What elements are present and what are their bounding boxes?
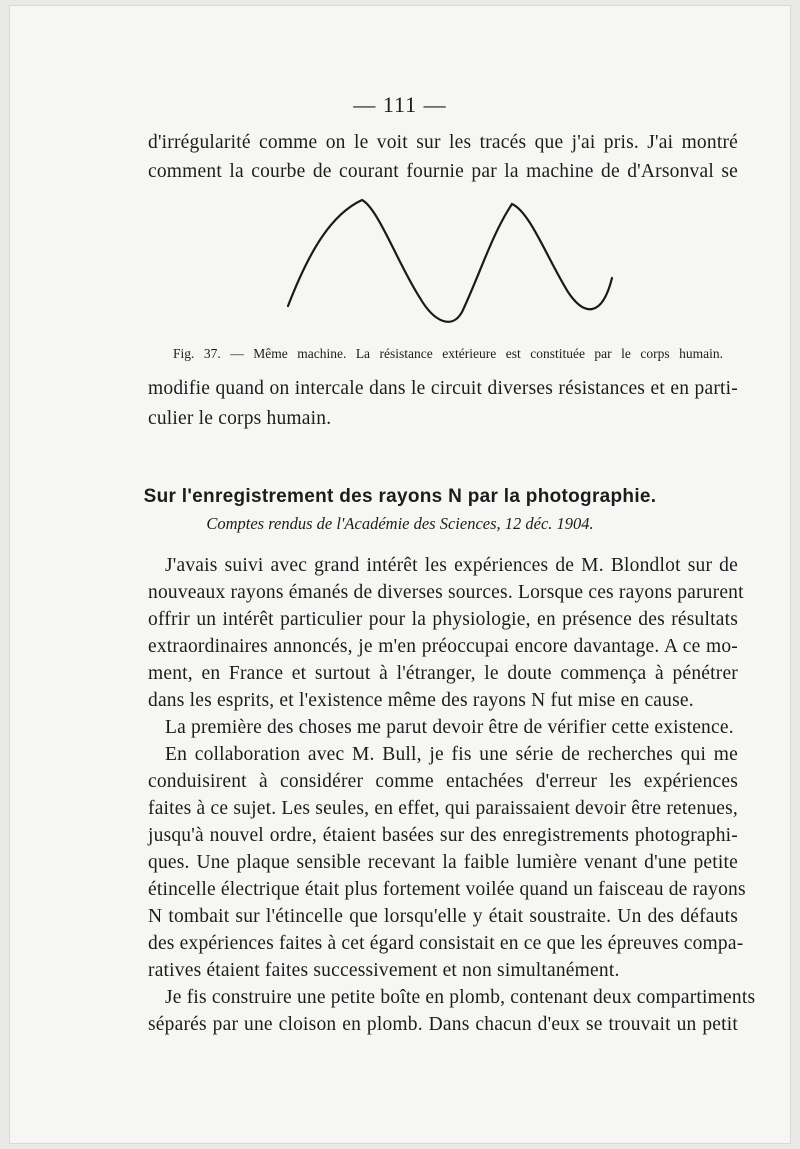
page-number: — 111 — [353, 92, 447, 117]
text-line: J'avais suivi avec grand intérêt les expériences de M. Blondlot sur de [165, 555, 738, 576]
text-line: dans les esprits, et l'existence même des rayons N fut mise en cause. [148, 690, 694, 711]
text-line: offrir un intérêt particulier pour la physiologie, en présence des résultats [148, 609, 738, 630]
text-line: faites à ce sujet. Les seules, en effet, qui paraissaient devoir être retenues, [148, 798, 738, 819]
text-line: ment, en France et surtout à l'étranger, le doute commença à pénétrer [148, 663, 738, 684]
text-line: conduisirent à considérer comme entachées d'erreur les expériences [148, 771, 738, 792]
text-line: ques. Une plaque sensible recevant la faible lumière venant d'une petite [148, 852, 738, 873]
figure-caption: Fig. 37. — Même machine. La résistance extérieure est constituée par le corps humain. [173, 346, 723, 361]
text-line: ratives étaient faites successivement et non simultanément. [148, 960, 620, 981]
text-line: culier le corps humain. [148, 408, 332, 429]
text-line: d'irrégularité comme on le voit sur les tracés que j'ai pris. J'ai montré [148, 132, 738, 153]
text-line: En collaboration avec M. Bull, je fis une série de recherches qui me [165, 744, 738, 765]
text-line: modifie quand on intercale dans le circuit diverses résistances et en parti- [148, 378, 738, 399]
text-line: des expériences faites à cet égard consistait en ce que les épreuves compa- [148, 933, 744, 954]
text-line: Je fis construire une petite boîte en plomb, contenant deux compartiments [165, 987, 756, 1008]
text-line: La première des choses me parut devoir être de vérifier cette existence. [165, 717, 734, 738]
current-curve-figure [280, 194, 640, 344]
text-line: nouveaux rayons émanés de diverses sources. Lorsque ces rayons parurent [148, 582, 744, 603]
book-page [10, 6, 790, 1143]
text-line: séparés par une cloison en plomb. Dans chacun d'eux se trouvait un petit [148, 1014, 738, 1035]
text-line: comment la courbe de courant fournie par la machine de d'Arsonval se [148, 161, 738, 182]
current-curve-trace [288, 200, 612, 322]
text-line: extraordinaires annoncés, je m'en préoccupai encore davantage. A ce mo- [148, 636, 738, 657]
text-line: N tombait sur l'étincelle que lorsqu'elle y était soustraite. Un des défauts [148, 906, 738, 927]
text-line: jusqu'à nouvel ordre, étaient basées sur des enregistrements photographi- [148, 825, 738, 846]
text-line: étincelle électrique était plus fortement voilée quand un faisceau de rayons [148, 879, 746, 900]
section-subtitle: Comptes rendus de l'Académie des Sciences, 12 déc. 1904. [206, 514, 594, 533]
section-title: Sur l'enregistrement des rayons N par la photographie. [143, 486, 657, 507]
